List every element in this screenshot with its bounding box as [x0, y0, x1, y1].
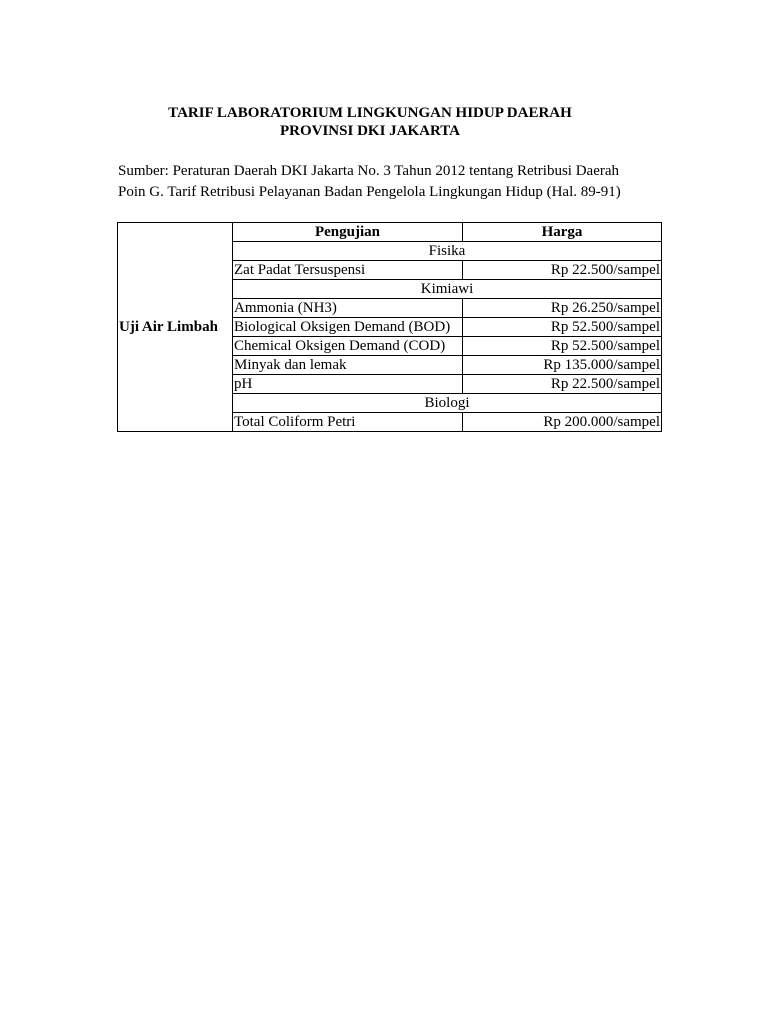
source-reference-line-2: Poin G. Tarif Retribusi Pelayanan Badan Pengelola Lingkungan Hidup (Hal. 89-91) — [118, 184, 621, 200]
source-reference-line-1: Sumber: Peraturan Daerah DKI Jakarta No. 3 Tahun 2012 tentang Retribusi Daerah — [118, 163, 620, 179]
price-cell: Rp 52.500/sampel — [463, 337, 662, 356]
table-header-row — [118, 223, 662, 242]
price-cell: Rp 22.500/sampel — [463, 261, 662, 280]
test-name-cell: Ammonia (NH3) — [233, 299, 463, 318]
test-name-cell: Zat Padat Tersuspensi — [233, 261, 463, 280]
test-name-cell: Biological Oksigen Demand (BOD) — [233, 318, 463, 337]
price-cell: Rp 135.000/sampel — [463, 356, 662, 375]
test-name-cell: Minyak dan lemak — [233, 356, 463, 375]
category-label: Biologi — [233, 394, 662, 413]
document-title-line-1: TARIF LABORATORIUM LINGKUNGAN HIDUP DAERAH — [168, 105, 572, 121]
price-cell: Rp 200.000/sampel — [463, 413, 662, 432]
group-label: Uji Air Limbah — [119, 319, 218, 335]
tariff-table — [117, 222, 662, 432]
test-name-cell: Chemical Oksigen Demand (COD) — [233, 337, 463, 356]
category-label: Kimiawi — [233, 280, 662, 299]
test-name-cell: Total Coliform Petri — [233, 413, 463, 432]
test-name-cell: pH — [233, 375, 463, 394]
header-price: Harga — [463, 223, 662, 242]
document-title-line-2: PROVINSI DKI JAKARTA — [279, 123, 461, 139]
price-cell: Rp 22.500/sampel — [463, 375, 662, 394]
price-cell: Rp 26.250/sampel — [463, 299, 662, 318]
group-label-cell — [118, 223, 233, 432]
price-cell: Rp 52.500/sampel — [463, 318, 662, 337]
header-test: Pengujian — [233, 223, 463, 242]
category-label: Fisika — [233, 242, 662, 261]
